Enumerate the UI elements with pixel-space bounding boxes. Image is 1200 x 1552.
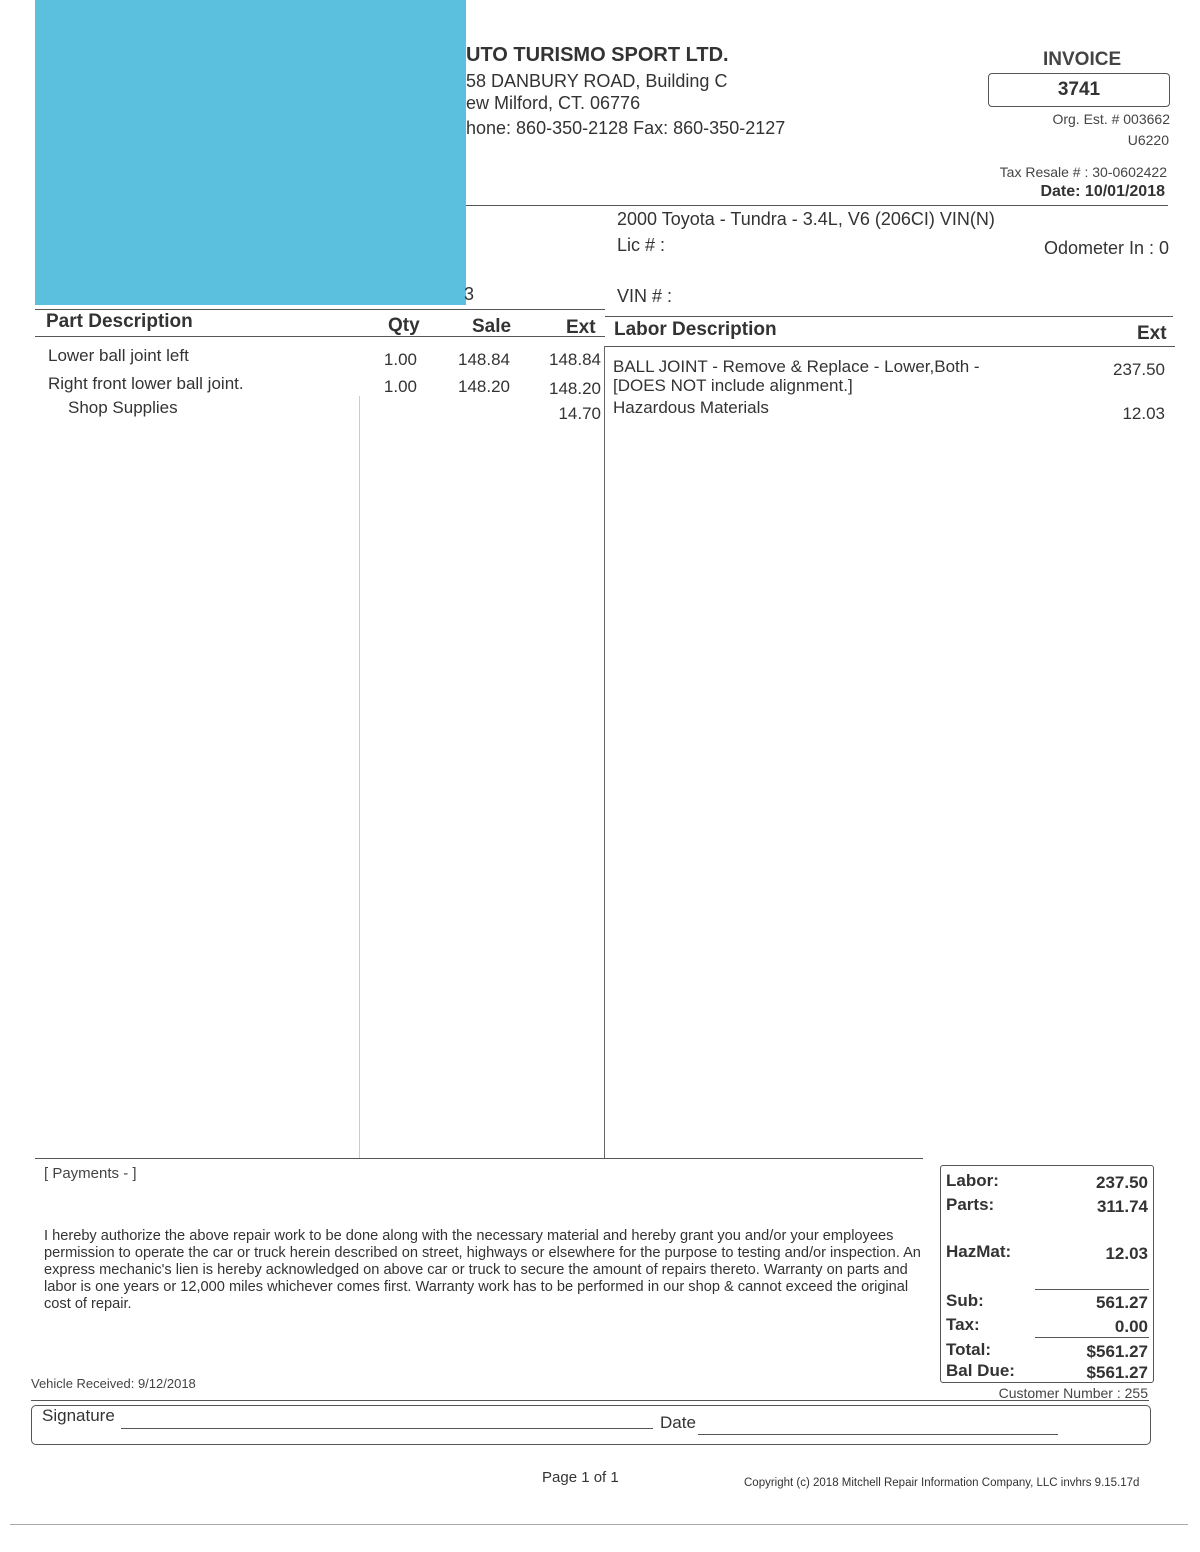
vehicle-lic: Lic # : <box>617 235 666 255</box>
totals-labor-label: Labor: <box>946 1171 999 1190</box>
parts-header-topline <box>35 309 605 310</box>
labor-header-topline <box>605 316 1173 317</box>
part-sale: 148.84 <box>458 350 510 369</box>
shop-address: 58 DANBURY ROAD, Building C <box>466 71 728 91</box>
labor-ext: 12.03 <box>1122 404 1165 423</box>
header-divider <box>466 205 1168 206</box>
labor-ext: 237.50 <box>1113 360 1165 379</box>
vehicle-vin: VIN # : <box>617 286 673 306</box>
part-description: Shop Supplies <box>68 398 178 417</box>
page-number: Page 1 of 1 <box>542 1469 619 1486</box>
vehicle-description: 2000 Toyota - Tundra - 3.4L, V6 (206CI) VIN(N) <box>617 209 995 229</box>
copyright: Copyright (c) 2018 Mitchell Repair Information Company, LLC invhrs 9.15.17d <box>744 1477 1140 1489</box>
invoice-label: INVOICE <box>1043 49 1122 70</box>
part-qty: 1.00 <box>383 377 417 396</box>
totals-sub-label: Sub: <box>946 1291 984 1310</box>
labor-description: Hazardous Materials <box>613 398 769 417</box>
shop-city: ew Milford, CT. 06776 <box>466 93 641 113</box>
parts-header-sale: Sale <box>472 316 512 337</box>
part-sale: 148.20 <box>458 377 510 396</box>
authorization-text: I hereby authorize the above repair work to be done along with the necessary material and hereby grant you and/or your employees permission to operate the car or truck herein described on street, highways or elsewhere for the purpose to testing and/or inspection. An express mechanic's lien is hereby acknowledged on above car or truck to secure the amount of repairs thereto. Warranty on parts and labor is one years or 12,000 miles whichever comes first. Warranty work has to be performed in our shop & cannot exceed the original cost of repair. <box>44 1228 921 1312</box>
labor-header-description: Labor Description <box>614 319 777 340</box>
part-ext: 148.20 <box>549 379 601 398</box>
customer-number: Customer Number : 255 <box>998 1385 1148 1401</box>
date-label: Date <box>660 1413 696 1432</box>
shop-name: UTO TURISMO SPORT LTD. <box>466 44 729 66</box>
signature-line[interactable] <box>121 1428 653 1429</box>
vehicle-received: Vehicle Received: 9/12/2018 <box>31 1376 196 1391</box>
labor-header-bottomline <box>605 346 1175 347</box>
parts-header-qty: Qty <box>388 315 420 336</box>
payments: [ Payments - ] <box>44 1165 137 1182</box>
totals-hazmat: 12.03 <box>1105 1244 1148 1263</box>
redaction-block <box>35 0 466 305</box>
odometer: Odometer In : 0 <box>1043 238 1169 258</box>
tax-resale: Tax Resale # : 30-0602422 <box>999 164 1167 180</box>
parts-header-ext: Ext <box>566 317 596 338</box>
org-est: Org. Est. # 003662 <box>1052 111 1170 127</box>
shop-fragment: 3 <box>464 284 475 304</box>
total-rule <box>1035 1337 1149 1338</box>
parts-labor-divider <box>604 346 605 1158</box>
part-description: Lower ball joint left <box>48 346 189 365</box>
part-description: Right front lower ball joint. <box>48 374 244 393</box>
labor-description-note: [DOES NOT include alignment.] <box>613 376 853 395</box>
signature-topline <box>31 1400 1149 1401</box>
footer-divider <box>35 1158 923 1159</box>
parts-header-bottomline <box>35 336 605 337</box>
invoice-number: 3741 <box>988 73 1170 107</box>
part-ext: 14.70 <box>558 404 601 423</box>
part-ext: 148.84 <box>549 350 601 369</box>
parts-column-divider <box>359 396 360 1158</box>
totals-parts: 311.74 <box>1096 1197 1148 1216</box>
totals-sub: 561.27 <box>1096 1293 1148 1312</box>
date-line[interactable] <box>698 1434 1058 1435</box>
totals-parts-label: Parts: <box>946 1195 995 1214</box>
totals-bal: $561.27 <box>1086 1363 1148 1382</box>
subtotal-rule <box>1035 1289 1149 1290</box>
labor-description: BALL JOINT - Remove & Replace - Lower,Both - <box>613 357 980 376</box>
signature-label: Signature <box>42 1406 115 1425</box>
totals-bal-label: Bal Due: <box>946 1361 1015 1380</box>
invoice-code: U6220 <box>1127 132 1169 148</box>
shop-phone: hone: 860-350-2128 Fax: 860-350-2127 <box>466 118 786 138</box>
part-qty: 1.00 <box>383 350 417 369</box>
totals-tax: 0.00 <box>1114 1317 1148 1336</box>
totals-labor: 237.50 <box>1096 1173 1148 1192</box>
invoice-date: Date: 10/01/2018 <box>1040 183 1165 200</box>
labor-header-ext: Ext <box>1137 323 1167 344</box>
totals-tax-label: Tax: <box>946 1315 980 1334</box>
totals-total: $561.27 <box>1086 1342 1148 1361</box>
totals-hazmat-label: HazMat: <box>946 1242 1012 1261</box>
page-edge-line <box>10 1524 1188 1525</box>
totals-total-label: Total: <box>946 1340 992 1359</box>
parts-header-description: Part Description <box>46 311 193 332</box>
signature-box <box>31 1405 1151 1445</box>
